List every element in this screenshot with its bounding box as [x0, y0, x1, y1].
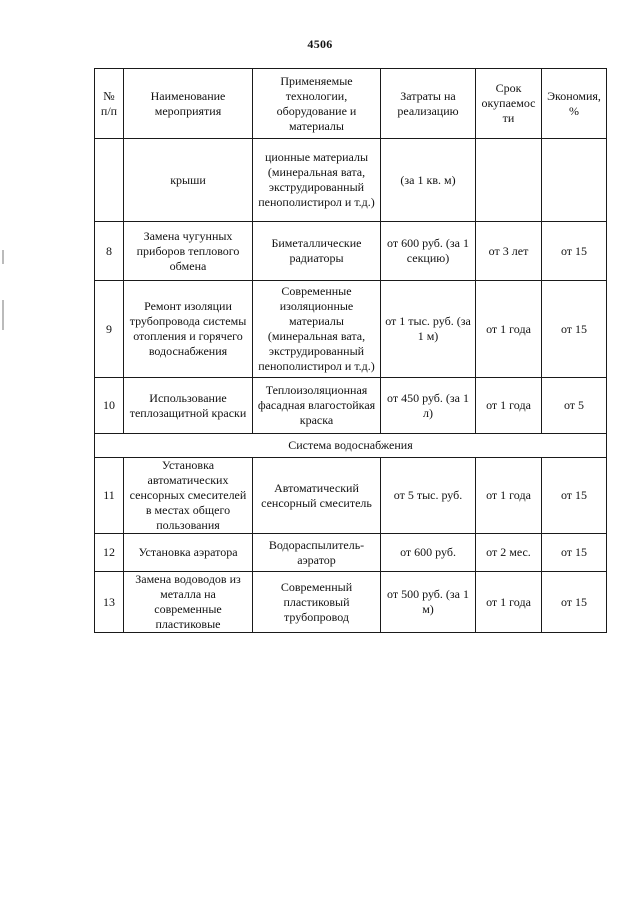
- cell-cost: (за 1 кв. м): [381, 139, 476, 222]
- cell-tech: Водораспылитель-аэратор: [253, 534, 381, 572]
- cell-payback: от 1 года: [476, 281, 542, 378]
- cell-cost: от 600 руб. (за 1 секцию): [381, 222, 476, 281]
- section-row: [95, 434, 607, 458]
- cell-num: [95, 139, 124, 222]
- cell-payback: от 1 года: [476, 378, 542, 434]
- cell-cost: от 600 руб.: [381, 534, 476, 572]
- cell-payback: от 2 мес.: [476, 534, 542, 572]
- header-cost: Затраты на реализацию: [381, 69, 476, 139]
- cell-name: Использование теплозащитной краски: [124, 378, 253, 434]
- cell-num: 10: [95, 378, 124, 434]
- cell-payback: от 3 лет: [476, 222, 542, 281]
- cell-tech: Современные изоляционные материалы (минеральная вата, экструдированный пенополистирол и т.д.): [253, 281, 381, 378]
- table-row: [95, 534, 607, 572]
- scan-edge-mark: [2, 300, 4, 330]
- cell-saving: от 15: [542, 222, 607, 281]
- cell-saving: от 15: [542, 281, 607, 378]
- header-row: [95, 69, 607, 139]
- cell-name: Замена чугунных приборов теплового обмена: [124, 222, 253, 281]
- table-row: [95, 458, 607, 534]
- measures-table: [94, 68, 607, 633]
- cell-saving: от 15: [542, 534, 607, 572]
- cell-name: крыши: [124, 139, 253, 222]
- cell-num: 11: [95, 458, 124, 534]
- cell-saving: от 15: [542, 572, 607, 633]
- header-tech: Применяемые технологии, оборудование и материалы: [253, 69, 381, 139]
- cell-saving: от 15: [542, 458, 607, 534]
- cell-saving: [542, 139, 607, 222]
- cell-payback: [476, 139, 542, 222]
- cell-cost: от 500 руб. (за 1 м): [381, 572, 476, 633]
- header-saving: Экономия, %: [542, 69, 607, 139]
- cell-cost: от 450 руб. (за 1 л): [381, 378, 476, 434]
- cell-payback: от 1 года: [476, 572, 542, 633]
- header-num: № п/п: [95, 69, 124, 139]
- cell-num: 9: [95, 281, 124, 378]
- header-name: Наименование мероприятия: [124, 69, 253, 139]
- cell-cost: от 5 тыс. руб.: [381, 458, 476, 534]
- section-title: Система водоснабжения: [95, 434, 607, 458]
- table-row: [95, 378, 607, 434]
- header-payback: Срок окупаемости: [476, 69, 542, 139]
- cell-tech: Теплоизоляционная фасадная влагостойкая краска: [253, 378, 381, 434]
- cell-name: Замена водоводов из металла на современные пластиковые: [124, 572, 253, 633]
- page-number: 4506: [307, 37, 333, 51]
- scan-edge-mark: [2, 250, 4, 264]
- cell-tech: Биметаллические радиаторы: [253, 222, 381, 281]
- table-row: [95, 281, 607, 378]
- cell-num: 12: [95, 534, 124, 572]
- cell-num: 8: [95, 222, 124, 281]
- table-row: [95, 222, 607, 281]
- cell-saving: от 5: [542, 378, 607, 434]
- cell-tech: Современный пластиковый трубопровод: [253, 572, 381, 633]
- cell-tech: ционные материалы (минеральная вата, экструдированный пенополистирол и т.д.): [253, 139, 381, 222]
- cell-cost: от 1 тыс. руб. (за 1 м): [381, 281, 476, 378]
- table-row: [95, 572, 607, 633]
- cell-name: Установка аэратора: [124, 534, 253, 572]
- cell-tech: Автоматический сенсорный смеситель: [253, 458, 381, 534]
- cell-num: 13: [95, 572, 124, 633]
- table-row-continuation: [95, 139, 607, 222]
- cell-name: Ремонт изоляции трубопровода системы отопления и горячего водоснабжения: [124, 281, 253, 378]
- cell-payback: от 1 года: [476, 458, 542, 534]
- cell-name: Установка автоматических сенсорных смесителей в местах общего пользования: [124, 458, 253, 534]
